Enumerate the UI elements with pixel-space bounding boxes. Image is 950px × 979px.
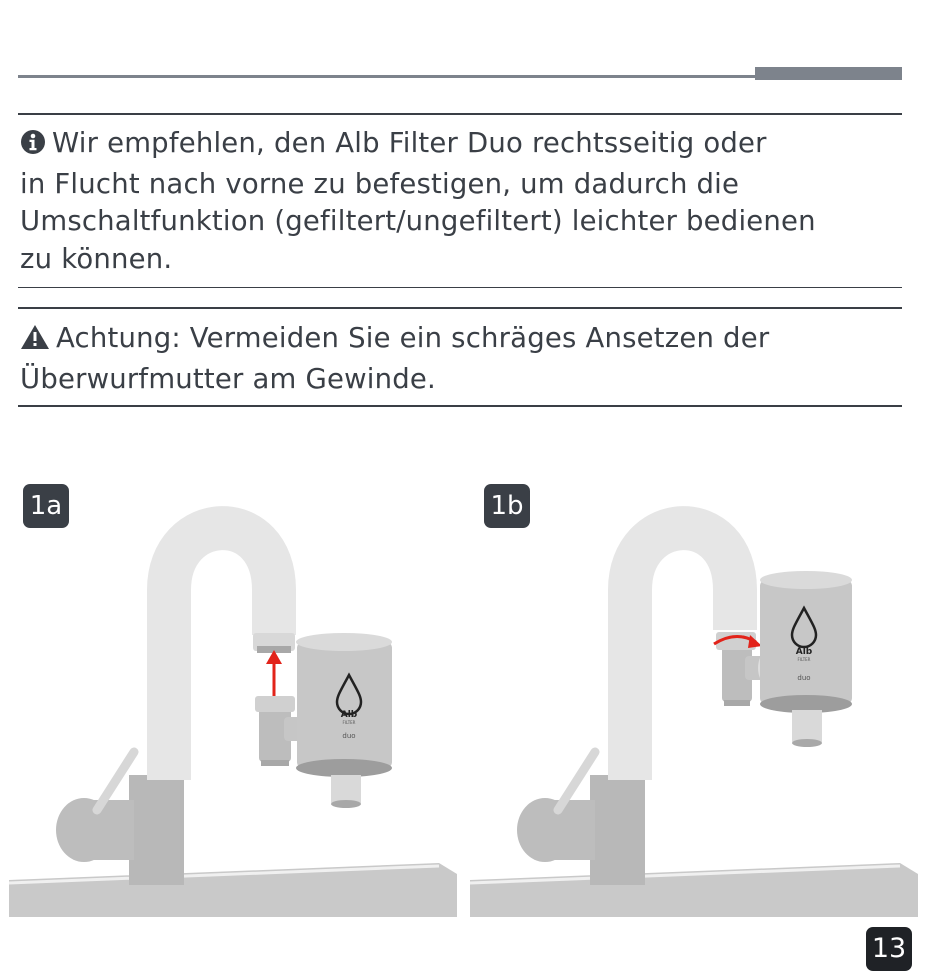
warning-note [20, 320, 904, 398]
info-note-top-rule [18, 113, 902, 115]
info-note-bottom-rule [18, 287, 902, 288]
warning-note-top-rule [18, 307, 902, 309]
header-tab-marker [755, 67, 902, 80]
filter-brand-label: Alb [795, 647, 813, 657]
info-note-line: Wir empfehlen, den Alb Filter Duo rechtsseitig oder [20, 125, 904, 166]
info-note-line: Umschaltfunktion (gefiltert/ungefiltert) leichter bedienen [20, 205, 816, 237]
figure-1b [470, 470, 918, 917]
filter-brand-label: Alb [340, 710, 358, 720]
warning-note-line: Überwurfmutter am Gewinde. [20, 362, 436, 395]
figure-label-1a: 1a [23, 484, 69, 528]
warning-triangle-icon [20, 323, 50, 361]
figure-1b-illustration [470, 470, 918, 917]
warning-note-line: Achtung: Vermeiden Sie ein schräges Ansetzen der [20, 320, 904, 361]
filter-model-label: duo [797, 674, 811, 682]
page-number: 13 [866, 927, 912, 971]
info-note-line: zu können. [20, 242, 173, 275]
figure-1a [9, 470, 457, 917]
filter-model-label: duo [342, 732, 356, 740]
filter-sub-label: FILTER [342, 720, 356, 725]
figure-1a-illustration [9, 470, 457, 917]
filter-sub-label: FILTER [797, 657, 811, 662]
info-circle-icon [20, 128, 46, 166]
info-note-line: in Flucht nach vorne zu befestigen, um dadurch die [20, 167, 740, 200]
warning-note-bottom-rule [18, 405, 902, 407]
info-note [20, 125, 904, 278]
figure-label-1b: 1b [484, 484, 530, 528]
